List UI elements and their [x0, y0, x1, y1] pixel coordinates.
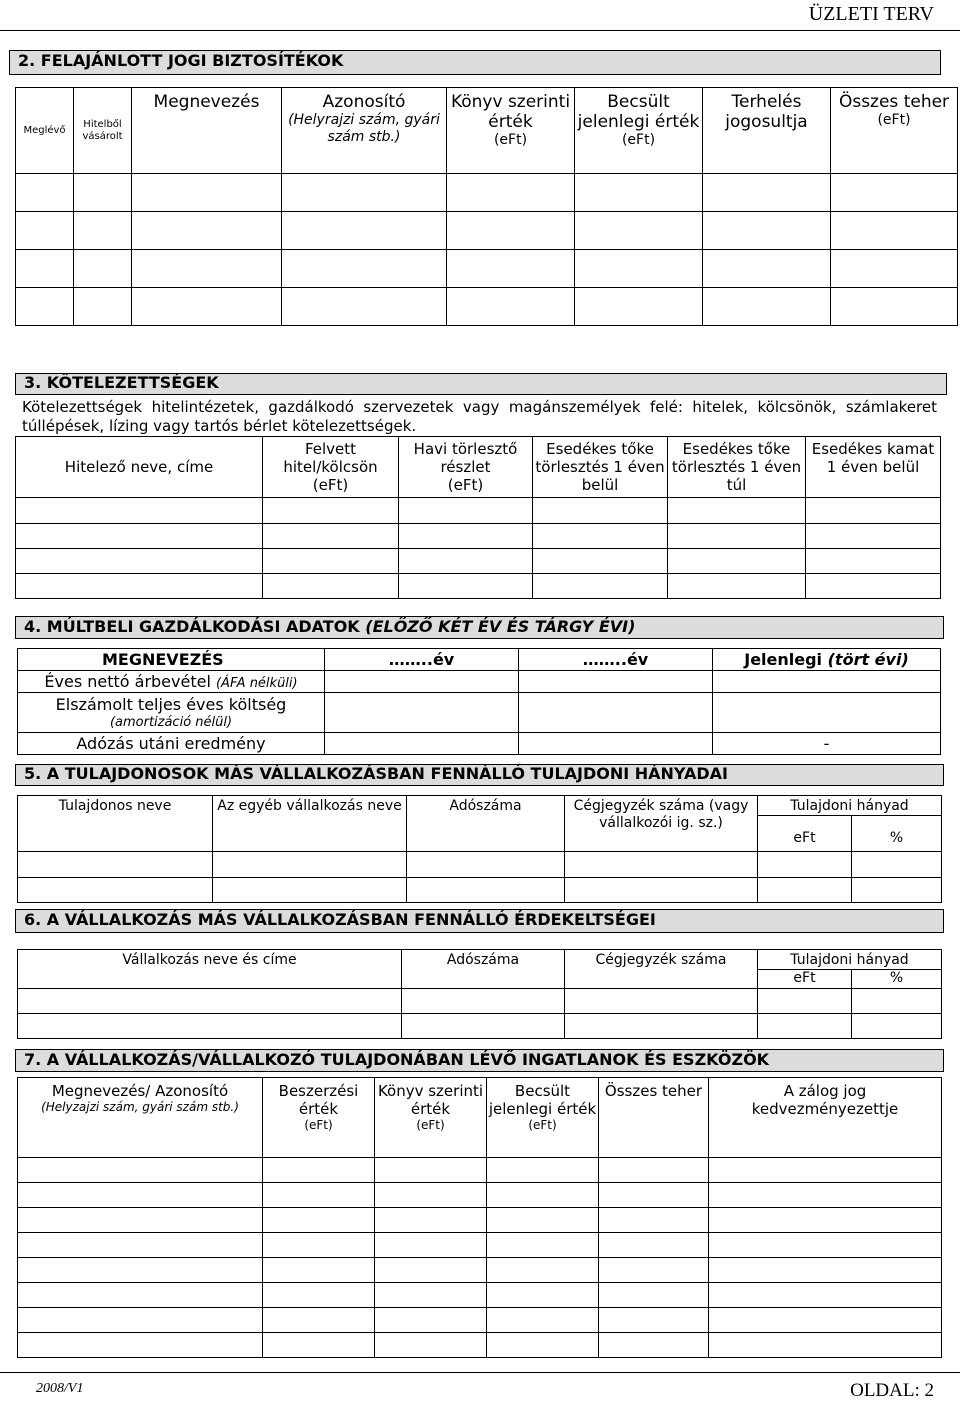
table-row: [16, 524, 941, 549]
col-nev: Vállalkozás neve és címe: [18, 950, 402, 989]
table-row: [18, 1208, 942, 1233]
section-7-title: 7. A VÁLLALKOZÁS/VÁLLALKOZÓ TULAJDONÁBAN LÉVŐ INGATLANOK ÉS ESZKÖZÖK: [24, 1050, 770, 1069]
col-havi: Havi törlesztő részlet (eFt): [399, 437, 533, 498]
section-5-table: [17, 795, 942, 903]
row-label-koltseg: Elszámolt teljes éves költség (amortizáció nélül): [18, 693, 325, 733]
table-row: [16, 250, 958, 288]
table-row: [16, 212, 958, 250]
col-beszerzesi: Beszerzési érték (eFt): [263, 1078, 375, 1158]
col-hanyad: Tulajdoni hányad: [758, 796, 942, 816]
col-terheles: Terhelés jogosultja: [703, 88, 831, 174]
section-3-title: 3. KÖTELEZETTSÉGEK: [24, 373, 219, 392]
section-5-title: 5. A TULAJDONOSOK MÁS VÁLLALKOZÁSBAN FENNÁLLÓ TULAJDONI HÁNYADAI: [24, 764, 728, 783]
table-row: [18, 1283, 942, 1308]
table-row: [16, 498, 941, 524]
col-pct: %: [852, 816, 942, 852]
col-konyv: Könyv szerinti érték (eFt): [375, 1078, 487, 1158]
col-jelenlegi: Jelenlegi (tört évi): [713, 649, 941, 671]
table-row: [16, 288, 958, 326]
col-hitelbol: Hitelből vásárolt: [74, 88, 132, 174]
footer-page-number: OLDAL: 2: [850, 1380, 934, 1401]
section-3-heading: [15, 373, 947, 395]
table-row: [18, 852, 942, 878]
col-megnevezes: Megnevezés/ Azonosító (Helyzajzi szám, gyári szám stb.): [18, 1078, 263, 1158]
table-row: [18, 1233, 942, 1258]
section-2-table: [15, 87, 958, 326]
footer-rule: [0, 1372, 960, 1373]
col-hitelezo: Hitelező neve, címe: [16, 437, 263, 498]
table-row: [16, 574, 941, 599]
col-meglevo: Meglévő: [16, 88, 74, 174]
col-eft: eFt: [758, 970, 852, 989]
col-kamat: Esedékes kamat 1 éven belül: [806, 437, 941, 498]
col-zalog: A zálog jog kedvezményezettje: [709, 1078, 942, 1158]
col-adoszam: Adószáma: [407, 796, 565, 852]
table-row: [18, 1183, 942, 1208]
document-header-title: ÜZLETI TERV: [808, 3, 934, 25]
header-rule: [0, 30, 960, 31]
section-5-heading: [15, 764, 944, 786]
row-label-eredmeny: Adózás utáni eredmény: [18, 733, 325, 755]
col-hanyad: Tulajdoni hányad: [758, 950, 942, 970]
section-6-table: [17, 949, 942, 1039]
col-osszes: Összes teher (eFt): [831, 88, 958, 174]
row-label-arbevetel: Éves nettó árbevétel (ÁFA nélküli): [18, 671, 325, 693]
col-osszes: Összes teher: [599, 1078, 709, 1158]
col-felvett: Felvett hitel/kölcsön (eFt): [263, 437, 399, 498]
col-adoszam: Adószáma: [402, 950, 565, 989]
section-6-title: 6. A VÁLLALKOZÁS MÁS VÁLLALKOZÁSBAN FENNÁLLÓ ÉRDEKELTSÉGEI: [24, 910, 656, 929]
section-4-heading: [15, 616, 944, 639]
table-row: [18, 671, 941, 693]
col-esed1: Esedékes tőke törlesztés 1 éven belül: [533, 437, 668, 498]
section-2-title: 2. FELAJÁNLOTT JOGI BIZTOSÍTÉKOK: [18, 51, 344, 70]
section-4-table: [17, 648, 941, 755]
section-2-heading: [9, 50, 941, 75]
section-7-heading: [15, 1049, 944, 1072]
col-cegjegyzek: Cégjegyzék száma (vagy vállalkozói ig. sz.): [565, 796, 758, 852]
section-3-description: Kötelezettségek hitelintézetek, gazdálkodó szervezetek vagy magánszemélyek felé: hitelek, kölcsönök, számlakeret túllépések, lízing vagy tartós bérlet kötelezettségek.: [22, 398, 937, 435]
section-4-title-italic: (ELŐZŐ KÉT ÉV ÉS TÁRGY ÉVI): [365, 617, 636, 636]
table-row: [18, 878, 942, 903]
col-konyv: Könyv szerinti érték (eFt): [447, 88, 575, 174]
section-7-table: [17, 1077, 942, 1358]
col-becsult: Becsült jelenlegi érték (eFt): [487, 1078, 599, 1158]
col-megnevezes: Megnevezés: [132, 88, 282, 174]
col-cegjegyzek: Cégjegyzék száma: [565, 950, 758, 989]
table-row: [18, 989, 942, 1014]
col-ev1: ……..év: [325, 649, 519, 671]
table-row: [18, 1258, 942, 1283]
col-azonosito: Azonosító (Helyrajzi szám, gyári szám stb.): [282, 88, 447, 174]
table-row: [18, 1333, 942, 1358]
section-4-title: 4. MÚLTBELI GAZDÁLKODÁSI ADATOK: [24, 617, 366, 636]
table-row: [18, 693, 941, 733]
table-row: [16, 174, 958, 212]
table-row: [18, 1014, 942, 1039]
footer-version: 2008/V1: [36, 1381, 84, 1396]
eredmeny-jelenlegi-value[interactable]: -: [713, 733, 941, 755]
section-6-heading: [15, 909, 944, 933]
col-tulajdonos: Tulajdonos neve: [18, 796, 213, 852]
table-row: [18, 733, 941, 755]
section-3-table: [15, 436, 941, 599]
table-row: [18, 1158, 942, 1183]
col-esed2: Esedékes tőke törlesztés 1 éven túl: [668, 437, 806, 498]
col-egyeb: Az egyéb vállalkozás neve: [213, 796, 407, 852]
table-row: [16, 549, 941, 574]
table-row: [18, 1308, 942, 1333]
col-eft: eFt: [758, 816, 852, 852]
col-becsult: Becsült jelenlegi érték (eFt): [575, 88, 703, 174]
col-pct: %: [852, 970, 942, 989]
col-ev2: ……..év: [519, 649, 713, 671]
col-megnevezes: MEGNEVEZÉS: [18, 649, 325, 671]
